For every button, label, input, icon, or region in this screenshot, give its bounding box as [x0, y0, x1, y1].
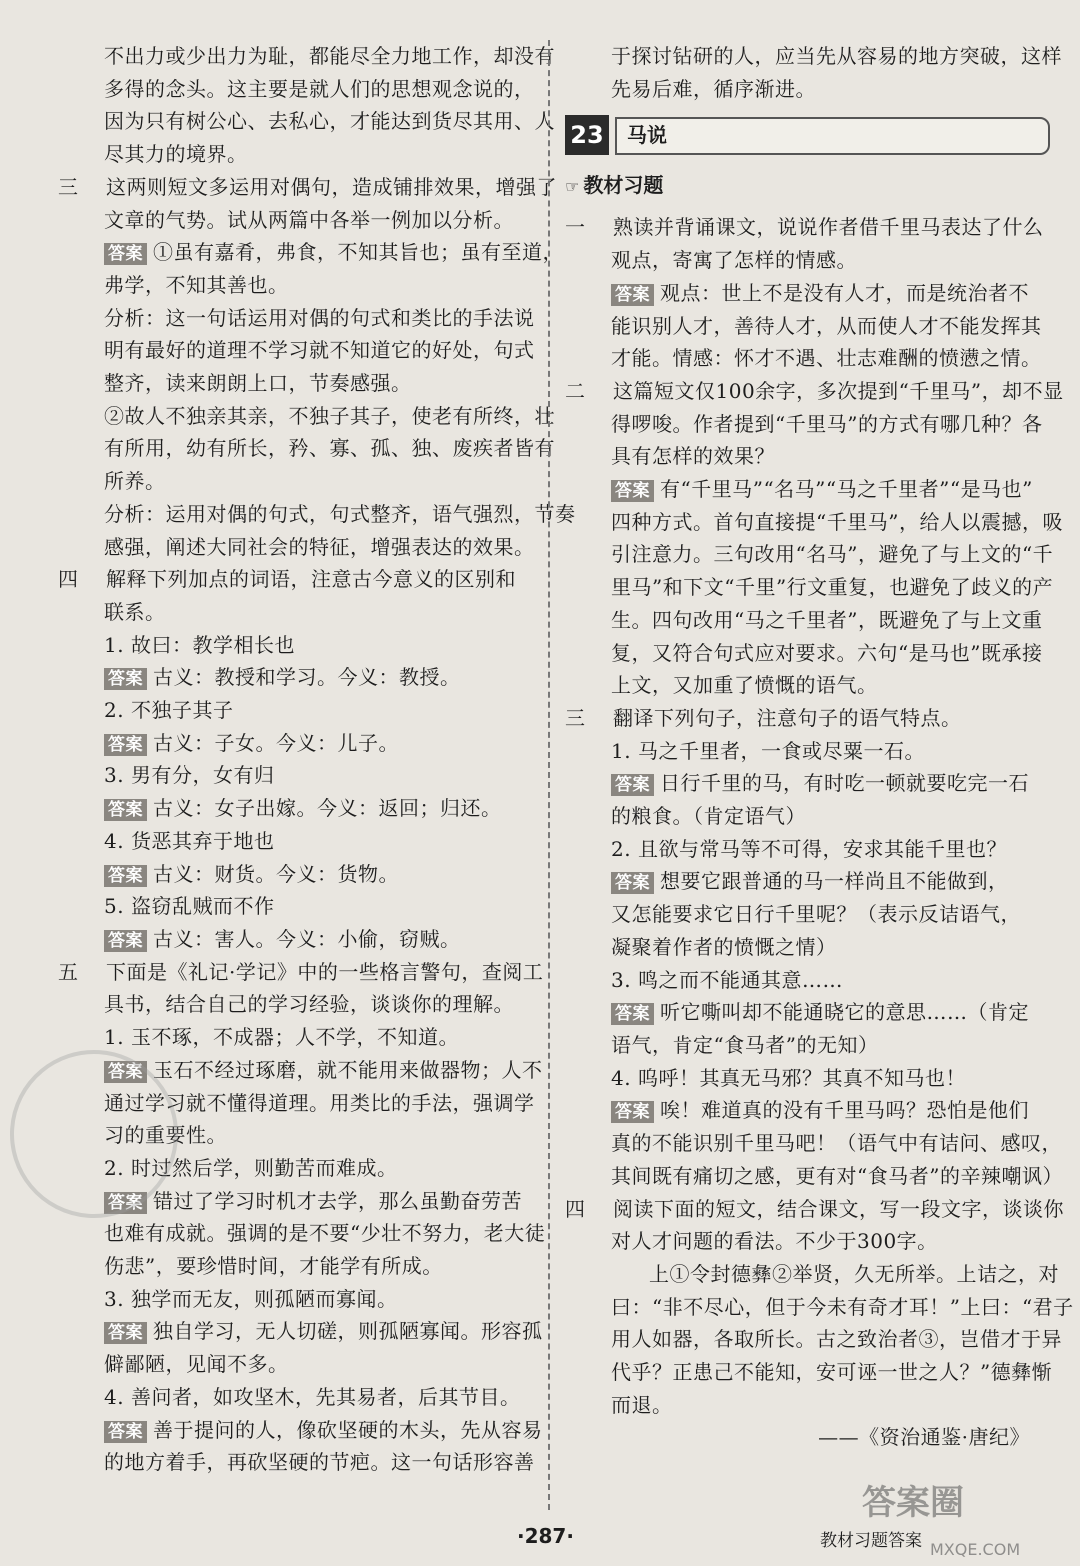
- answer-line: [565, 277, 1050, 310]
- text-line: 不出力或少出力为耻，都能尽全力地工作，却没有: [104, 44, 555, 68]
- text-line: 真的不能识别千里马吧！（语气中有诘问、感叹，: [611, 1131, 1062, 1156]
- text-line: 四种方式。首句直接提“千里马”，给人以震撼，吸: [611, 509, 1063, 534]
- text-line: 多得的念头。这主要是就人们的思想观念说的，: [104, 76, 535, 101]
- text-line: 具书，结合自己的学习经验，谈谈你的理解。: [104, 992, 514, 1017]
- text-line: 4. 货恶其弃于地也: [104, 828, 275, 853]
- text-line: 语气，肯定“食马者”的无知）: [611, 1032, 879, 1057]
- answer-line: [58, 858, 533, 891]
- answer-badge: 答案: [104, 1061, 147, 1083]
- text-line: 分析：运用对偶的句式，句式整齐，语气强烈，节奏: [104, 501, 576, 526]
- page-number: ·287·: [517, 1524, 574, 1548]
- text-line: 复，又符合句式应对要求。六句“是马也”既承接: [611, 640, 1043, 665]
- question-line: [565, 375, 1064, 408]
- text-line: 5. 盗窃乱贼而不作: [104, 894, 275, 919]
- source-citation: ——《资治通鉴·唐纪》: [818, 1425, 1030, 1450]
- text-line: 的粮食。（肯定语气）: [611, 804, 806, 829]
- answer-line: [58, 727, 533, 760]
- answer-line: [58, 923, 533, 956]
- text-line: 能识别人才，善待人才，从而使人才不能发挥其: [611, 313, 1042, 338]
- column-divider: [548, 40, 550, 1510]
- text-line: 3. 独学而无友，则孤陋而寡闻。: [104, 1286, 398, 1311]
- question-line: [565, 211, 1050, 244]
- text-line: 4. 善问者，如攻坚木，先其易者，后其节目。: [104, 1384, 521, 1409]
- question-text: 翻译下列句子，注意句子的语气特点。: [613, 705, 962, 730]
- answer-line: [565, 1094, 1050, 1127]
- answer-text: 善于提问的人，像砍坚硬的木头，先从容易: [153, 1417, 543, 1442]
- answer-badge: 答案: [611, 872, 654, 894]
- section-title-bar: [615, 117, 1050, 155]
- text-line: 1. 故曰：教学相长也: [104, 632, 295, 657]
- text-line: 的地方着手，再砍坚硬的节疤。这一句话形容善: [104, 1450, 535, 1475]
- text-line: 因为只有树公心、去私心，才能达到货尽其用、人: [104, 109, 555, 134]
- answer-text: 古义：害人。今义：小偷，窃贼。: [153, 926, 461, 951]
- section-header: [565, 113, 1050, 157]
- footer-label: 教材习题答案: [820, 1531, 922, 1551]
- answer-line: [58, 792, 533, 825]
- text-line: 弗学，不知其善也。: [104, 272, 289, 297]
- answer-badge: 答案: [611, 284, 654, 306]
- subheading-text: 教材习题: [583, 173, 664, 198]
- text-line: ②故人不独亲其亲，不独子其子，使老有所终，壮: [104, 403, 555, 428]
- answer-text: 观点：世上不是没有人才，而是统治者不: [660, 280, 1029, 305]
- question-text: 阅读下面的短文，结合课文，写一段文字，谈谈你: [613, 1196, 1064, 1221]
- answer-line: [58, 236, 563, 269]
- text-line: 2. 不独子其子: [104, 698, 234, 723]
- text-line: 联系。: [104, 599, 166, 624]
- answer-badge: 答案: [104, 1322, 147, 1344]
- answer-line: [58, 1315, 543, 1348]
- question-text: 下面是《礼记·学记》中的一些格言警句，查阅工: [106, 959, 544, 984]
- section-number: 23: [565, 115, 609, 155]
- answer-text: 古义：女子出嫁。今义：返回；归还。: [153, 796, 502, 821]
- answer-badge: 答案: [611, 1003, 654, 1025]
- question-number: 五: [58, 959, 79, 984]
- text-line: 凝聚着作者的愤慨之情）: [611, 934, 837, 959]
- answer-badge: 答案: [104, 668, 147, 690]
- answer-badge: 答案: [104, 799, 147, 821]
- text-line: 分析：这一句话运用对偶的句式和类比的手法说: [104, 305, 535, 330]
- text-line: 4. 呜呼！其真无马邪？其真不知马也！: [611, 1065, 966, 1090]
- text-line: 1. 马之千里者，一食或尽粟一石。: [611, 738, 925, 763]
- answer-text: 唉！难道真的没有千里马吗？恐怕是他们: [660, 1098, 1029, 1123]
- question-text: 这篇短文仅100余字，多次提到“千里马”，却不显: [613, 378, 1064, 403]
- text-line: 整齐，读来朗朗上口，节奏感强。: [104, 371, 412, 396]
- text-line: 曰：“非不尽心，但于今未有奇才耳！”上曰：“君子: [611, 1294, 1074, 1319]
- text-line: 又怎能要求它日行千里呢？（表示反诘语气，: [611, 902, 1021, 927]
- answer-line: [565, 996, 1050, 1029]
- answer-text: 想要它跟普通的马一样尚且不能做到，: [660, 869, 1009, 894]
- text-line: 生。四句改用“马之千里者”，既避免了与上文重: [611, 607, 1043, 632]
- answer-badge: 答案: [611, 774, 654, 796]
- answer-text: 听它嘶叫却不能通晓它的意思……（肯定: [660, 1000, 1029, 1025]
- text-line: 僻鄙陋，见闻不多。: [104, 1352, 289, 1377]
- text-line: 习的重要性。: [104, 1123, 227, 1148]
- answer-line: [58, 661, 533, 694]
- question-text: 解释下列加点的词语，注意古今意义的区别和: [106, 567, 516, 592]
- section-title: 马说: [627, 123, 667, 148]
- question-number: 四: [565, 1196, 586, 1221]
- exercise-subheading: [565, 167, 1050, 205]
- answer-badge: 答案: [104, 243, 147, 265]
- text-line: 有所用，幼有所长，矜、寡、孤、独、废疾者皆有: [104, 436, 555, 461]
- question-text: 熟读并背诵课文，说说作者借千里马表达了什么: [613, 215, 1044, 240]
- answer-badge: 答案: [104, 930, 147, 952]
- left-column: [58, 40, 576, 1479]
- page-footer: [0, 1524, 1080, 1560]
- text-line: 引注意力。三句改用“名马”，避免了与上文的“千: [611, 542, 1054, 567]
- text-line: 用人如器，各取所长。古之致治者③，岂借才于异: [611, 1327, 1062, 1352]
- answer-badge: 答案: [104, 1192, 147, 1214]
- question-number: 三: [58, 174, 79, 199]
- text-line: 得啰唆。作者提到“千里马”的方式有哪几种？各: [611, 411, 1043, 436]
- text-line: 尽其力的境界。: [104, 142, 248, 167]
- answer-text: 古义：财货。今义：货物。: [153, 861, 399, 886]
- answer-text: 古义：教授和学习。今义：教授。: [153, 665, 461, 690]
- text-line: 2. 时过然后学，则勤苦而难成。: [104, 1155, 398, 1180]
- text-line: 也难有成就。强调的是不要“少壮不努力，老大徒: [104, 1221, 546, 1246]
- text-line: 里马”和下文“千里”行文重复，也避免了歧义的产: [611, 575, 1054, 600]
- question-number: 一: [565, 215, 586, 240]
- watermark-logo: 答案圈: [862, 1483, 964, 1523]
- text-line: 2. 且欲与常马等不可得，安求其能千里也？: [611, 836, 1007, 861]
- text-line: 观点，寄寓了怎样的情感。: [611, 248, 857, 273]
- text-line: 上①令封德彝②举贤，久无所举。上诘之，对: [649, 1261, 1059, 1286]
- text-line: 3. 男有分，女有归: [104, 763, 275, 788]
- answer-badge: 答案: [104, 734, 147, 756]
- question-number: 四: [58, 567, 79, 592]
- text-line: 文章的气势。试从两篇中各举一例加以分析。: [104, 207, 514, 232]
- answer-text: 独自学习，无人切磋，则孤陋寡闻。形容孤: [153, 1319, 543, 1344]
- text-line: 其间既有痛切之感，更有对“食马者”的辛辣嘲讽）: [611, 1163, 1063, 1188]
- answer-line: [58, 1414, 543, 1447]
- watermark-url: MXQE.COM: [930, 1540, 1021, 1559]
- text-line: 伤悲”，要珍惜时间，才能学有所成。: [104, 1254, 443, 1279]
- text-line: 上文，又加重了愤慨的语气。: [611, 673, 878, 698]
- text-line: 先易后难，循序渐进。: [611, 76, 816, 101]
- text-line: 通过学习就不懂得道理。用类比的手法，强调学: [104, 1090, 535, 1115]
- question-line: [58, 563, 533, 596]
- text-line: 感强，阐述大同社会的特征，增强表达的效果。: [104, 534, 535, 559]
- question-line: [58, 956, 544, 989]
- question-text: 这两则短文多运用对偶句，造成铺排效果，增强了: [106, 174, 557, 199]
- question-number: 三: [565, 705, 586, 730]
- text-line: 而退。: [611, 1392, 673, 1417]
- question-line: [565, 702, 1050, 735]
- text-line: 代乎？正患己不能知，安可诬一世之人？”德彝惭: [611, 1360, 1053, 1385]
- text-line: 于探讨钻研的人，应当先从容易的地方突破，这样: [611, 44, 1062, 68]
- answer-text: 有“千里马”“名马”“马之千里者”“是马也”: [660, 477, 1033, 502]
- answer-badge: 答案: [611, 1101, 654, 1123]
- right-top-continuation: [565, 40, 1062, 105]
- pointing-hand-icon: ☞: [565, 177, 580, 197]
- text-line: 具有怎样的效果？: [611, 444, 775, 469]
- answer-line: [565, 473, 1050, 506]
- answer-text: 日行千里的马，有时吃一顿就要吃完一石: [660, 771, 1029, 796]
- text-line: 明有最好的道理不学习就不知道它的好处，句式: [104, 338, 535, 363]
- answer-badge: 答案: [104, 1421, 147, 1443]
- answer-badge: 答案: [611, 480, 654, 502]
- answer-line: [565, 865, 1050, 898]
- answer-line: [565, 767, 1050, 800]
- answer-text: 玉石不经过琢磨，就不能用来做器物；人不: [153, 1057, 543, 1082]
- answer-text: 错过了学习时机才去学，那么虽勤奋劳苦: [153, 1188, 522, 1213]
- answer-text: 古义：子女。今义：儿子。: [153, 730, 399, 755]
- text-line: 对人才问题的看法。不少于300字。: [611, 1229, 938, 1254]
- text-line: 1. 玉不琢，不成器；人不学，不知道。: [104, 1025, 459, 1050]
- question-line: [58, 171, 557, 204]
- question-number: 二: [565, 378, 586, 403]
- answer-text: ①虽有嘉肴，弗食，不知其旨也；虽有至道，: [153, 240, 563, 265]
- answer-badge: 答案: [104, 865, 147, 887]
- text-line: 3. 鸣之而不能通其意……: [611, 967, 843, 992]
- right-exercises: [565, 211, 1074, 1454]
- text-line: 所养。: [104, 469, 166, 494]
- text-line: 才能。情感：怀才不遇、壮志难酬的愤懑之情。: [611, 346, 1042, 371]
- question-line: [565, 1193, 1064, 1226]
- right-column: [565, 40, 1074, 1454]
